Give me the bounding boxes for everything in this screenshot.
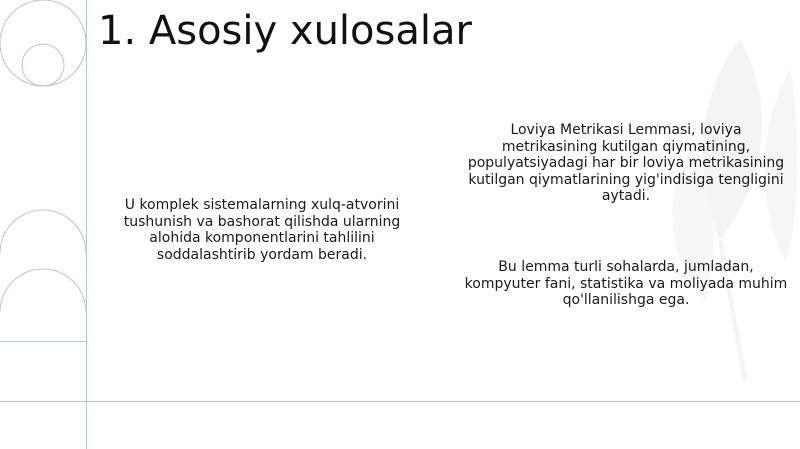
circle-outline-large-icon [0,0,86,86]
leaf-watermark-icon [672,40,797,380]
slide-title: 1. Asosiy xulosalar [98,8,472,54]
arch-outline-icon [0,210,86,342]
left-text-block: U komplek sistemalarning xulq-atvorini tushunish va bashorat qilishda ularning alohida komponentlarini tahlilini soddalashtirib yordam beradi. [123,197,401,263]
right-text-block-2: Bu lemma turli sohalarda, jumladan, kompyuter fani, statistika va moliyada muhim qo'llanilishga ega. [464,259,788,308]
circle-outline-small-icon [22,44,64,86]
right-text-block-1: Loviya Metrikasi Lemmasi, loviya metrikasining kutilgan qiymatining, populyatsiyadagi har bir loviya metrikasining kutilgan qiymatlarining yig'indisiga tengligini aytadi. [467,122,785,204]
